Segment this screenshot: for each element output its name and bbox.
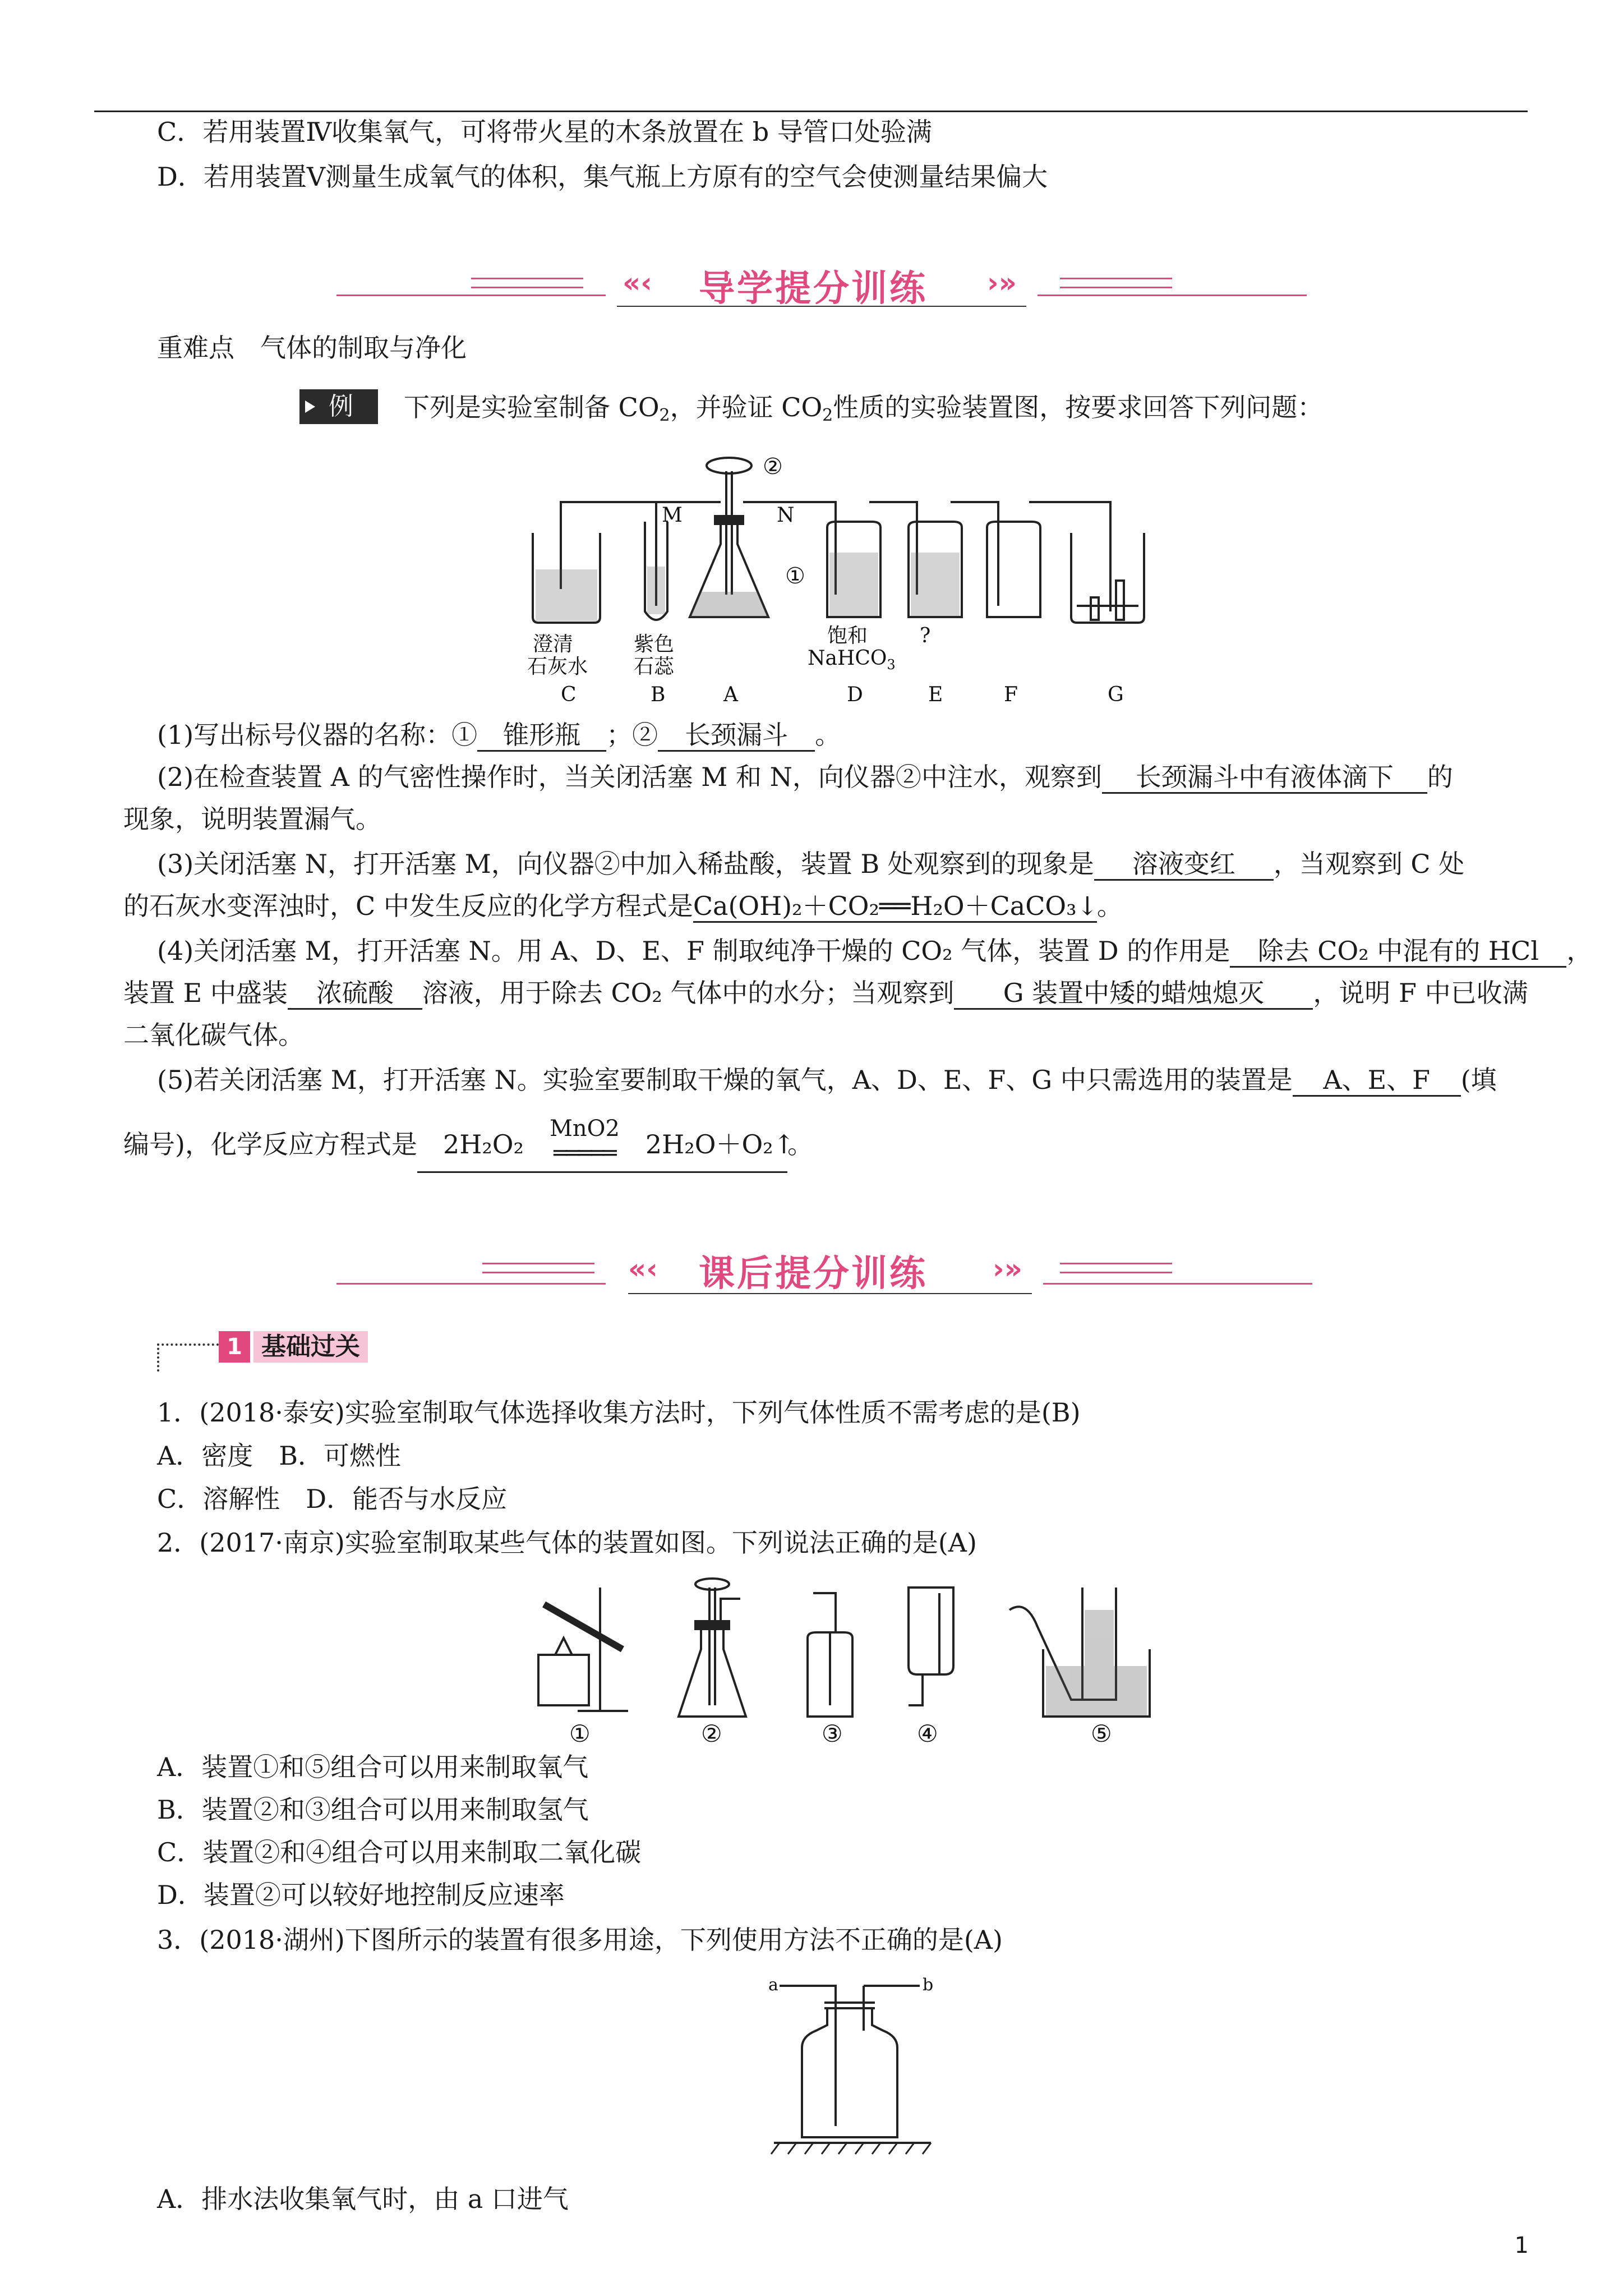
- question-4-cont: 装置 E 中盛装 浓硫酸 溶液，用于除去 CO₂ 气体中的水分；当观察到 G 装置中矮的蜡烛熄灭 ，说明 F 中已收满: [123, 976, 1528, 1010]
- question-4-cont2: 二氧化碳气体。: [123, 1020, 304, 1050]
- topic-label: 重难点: [157, 333, 234, 363]
- example-tag: 例: [299, 389, 378, 424]
- question-1: (1)写出标号仪器的名称：① 锥形瓶 ；② 长颈漏斗 。: [157, 718, 841, 752]
- label-c-1: 澄清: [533, 633, 574, 656]
- play-icon: [305, 401, 315, 413]
- port-a-label: a: [768, 1975, 778, 1995]
- question-3-cont: 的石灰水变浑浊时，C 中发生反应的化学方程式是Ca(OH)₂＋CO₂══H₂O＋CaCO₃↓。: [123, 889, 1123, 923]
- answer-3-2: Ca(OH)₂＋CO₂══H₂O＋CaCO₃↓: [693, 891, 1097, 923]
- valve-m-label: M: [662, 504, 683, 527]
- valve-n-label: N: [777, 504, 795, 527]
- chevron-right-icon: ›»: [993, 1253, 1022, 1285]
- letter-f: F: [1004, 683, 1018, 706]
- section-title: 课后提分训练: [699, 1253, 928, 1295]
- device-num-3: ③: [822, 1720, 843, 1745]
- section-banner-guide: [336, 255, 1290, 323]
- apparatus-figure: [522, 449, 1166, 712]
- question-5: (5)若关闭活塞 M，打开活塞 N。实验室要制取干燥的氧气，A、D、E、F、G 中只需选用的装置是 A、E、F (填: [157, 1063, 1497, 1097]
- question-3: (3)关闭活塞 N，打开活塞 M，向仪器②中加入稀盐酸，装置 B 处观察到的现象是 溶液变红 ，当观察到 C 处: [157, 847, 1464, 881]
- problem-2-option-b: B．装置②和③组合可以用来制取氢气: [157, 1795, 589, 1825]
- question-2: (2)在检查装置 A 的气密性操作时，当关闭活塞 M 和 N，向仪器②中注水，观察到 长颈漏斗中有液体滴下 的: [157, 760, 1453, 794]
- letter-a: A: [723, 683, 738, 706]
- topic-text: 气体的制取与净化: [260, 333, 467, 363]
- answer-3-1: 溶液变红: [1094, 849, 1274, 881]
- catalyst-condition: MnO2 ═════: [549, 1116, 620, 1166]
- level-badge: [157, 1327, 381, 1372]
- question-2-cont: 现象，说明装置漏气。: [123, 804, 381, 834]
- label-d-1: 饱和: [827, 624, 868, 647]
- label-b-1: 紫色: [634, 633, 675, 656]
- device-num-1: ①: [569, 1720, 591, 1745]
- chevron-right-icon: ›»: [987, 266, 1017, 299]
- problem-2-option-c: C．装置②和④组合可以用来制取二氧化碳: [157, 1837, 642, 1867]
- letter-d: D: [847, 683, 863, 706]
- label-d-2: NaHCO$_3$: [808, 647, 896, 673]
- answer-5-1: A、E、F: [1293, 1065, 1461, 1097]
- header-rule: [94, 111, 1528, 112]
- letter-g: G: [1108, 683, 1124, 706]
- badge-number: 1: [219, 1331, 250, 1363]
- device-num-2: ②: [701, 1720, 722, 1745]
- label-e-1: ?: [920, 624, 931, 647]
- answer-4-3: G 装置中矮的蜡烛熄灭: [954, 978, 1313, 1010]
- section-title: 导学提分训练: [699, 268, 928, 310]
- answer-1-2: 长颈漏斗: [658, 720, 815, 752]
- letter-e: E: [928, 683, 943, 706]
- letter-c: C: [561, 683, 577, 706]
- prev-option-c: C．若用装置Ⅳ收集氧气，可将带火星的木条放置在 b 导管口处验满: [157, 117, 932, 147]
- problem-2-option-a: A．装置①和⑤组合可以用来制取氧气: [157, 1752, 589, 1782]
- example-stem: 下列是实验室制备 $CO_2$，并验证 $CO_2$性质的实验装置图，按要求回答下列问题：: [404, 392, 1324, 425]
- label-b-2: 石蕊: [634, 655, 675, 678]
- problem-3-option-a: A．排水法收集氧气时，由 a 口进气: [157, 2184, 569, 2214]
- problem-1-stem: 1．(2018·泰安)实验室制取气体选择收集方法时，下列气体性质不需考虑的是(B): [157, 1397, 1081, 1428]
- problem-2-stem: 2．(2017·南京)实验室制取某些气体的装置如图。下列说法正确的是(A): [157, 1527, 977, 1558]
- port-b-label: b: [923, 1975, 934, 1995]
- chevron-left-icon: «‹: [628, 1253, 658, 1285]
- problem-1-options-cd: C．溶解性 D．能否与水反应: [157, 1484, 508, 1514]
- answer-1-1: 锥形瓶: [477, 720, 606, 752]
- answer-4-2: 浓硫酸: [288, 978, 422, 1010]
- question-4: (4)关闭活塞 M，打开活塞 N。用 A、D、E、F 制取纯净干燥的 CO₂ 气体，装置 D 的作用是 除去 CO₂ 中混有的 HCl ，: [157, 934, 1592, 968]
- devices-figure: [522, 1576, 1195, 1745]
- question-5-cont: 编号)，化学反应方程式是 2H₂O₂ MnO2 ═════ 2H₂O＋O₂↑。: [123, 1122, 813, 1173]
- answer-4-1: 除去 CO₂ 中混有的 HCl: [1230, 936, 1566, 968]
- topic-line: [157, 331, 467, 365]
- mark-1: ①: [785, 563, 805, 589]
- letter-b: B: [651, 683, 666, 706]
- badge-text: 基础过关: [253, 1331, 368, 1363]
- label-c-2: 石灰水: [527, 655, 588, 678]
- section-banner-after-class: [336, 1237, 1290, 1304]
- device-num-4: ④: [917, 1720, 938, 1745]
- chevron-left-icon: «‹: [623, 266, 652, 299]
- problem-2-option-d: D．装置②可以较好地控制反应速率: [157, 1880, 565, 1910]
- answer-2: 长颈漏斗中有液体滴下: [1102, 762, 1427, 794]
- problem-3-stem: 3．(2018·湖州)下图所示的装置有很多用途，下列使用方法不正确的是(A): [157, 1925, 1003, 1955]
- answer-5-eq: 2H₂O₂ MnO2 ═════ 2H₂O＋O₂↑: [417, 1122, 787, 1173]
- page-number: 1: [1514, 2233, 1529, 2258]
- prev-option-d: D．若用装置Ⅴ测量生成氧气的体积，集气瓶上方原有的空气会使测量结果偏大: [157, 162, 1048, 192]
- problem-1-options-ab: A．密度 B．可燃性: [157, 1441, 402, 1471]
- mark-2: ②: [763, 454, 783, 480]
- multipurpose-bottle-figure: [763, 1975, 942, 2160]
- device-num-5: ⑤: [1091, 1720, 1112, 1745]
